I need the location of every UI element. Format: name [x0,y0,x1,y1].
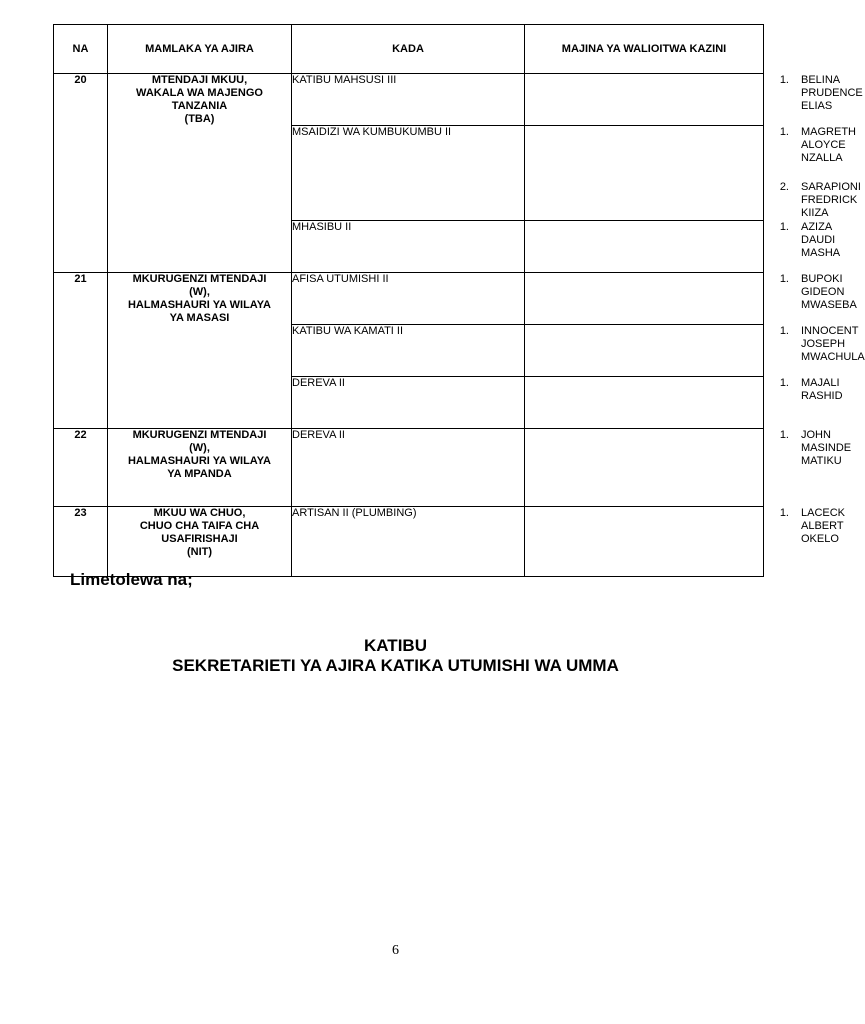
list-number: 2. [779,181,789,193]
issued-by-label: Limetolewa na; [70,570,193,589]
employer-line: HALMASHAURI YA WILAYA [127,455,272,467]
appointee-name: MAJALI RASHID [801,377,843,402]
appointee-name: AZIZA DAUDI MASHA [801,221,841,259]
signatory-block [0,636,791,676]
appointee-name: LACECK ALBERT OKELO [801,507,846,545]
appointee-name: SARAPIONI FREDRICK KIIZA [801,181,861,219]
cadre-cell: ARTISAN II (PLUMBING) [292,507,525,577]
employer-line: MKURUGENZI MTENDAJI [132,429,267,441]
table-row [54,273,764,325]
employer-line: YA MASASI [169,312,230,324]
header-kada: KADA [292,25,525,74]
signatory-office: SEKRETARIETI YA AJIRA KATIKA UTUMISHI WA UMMA [172,656,619,675]
names-cell [525,429,852,507]
employer-cell [108,507,292,577]
employer-cell [108,74,292,273]
table-row [54,74,764,126]
list-number: 1. [779,273,789,285]
header-na: NA [54,25,108,74]
table-body [54,74,865,577]
row-number: 22 [54,429,108,507]
appointee-name: MAGRETH ALOYCE NZALLA [801,126,856,164]
names-cell [525,507,846,577]
table-row [54,429,764,507]
employer-line: MKURUGENZI MTENDAJI [132,273,267,285]
row-number: 23 [54,507,108,577]
row-number: 20 [54,74,108,273]
header-mamlaka: MAMLAKA YA AJIRA [108,25,292,74]
list-number: 1. [779,126,789,138]
list-item [525,273,857,312]
header-majina: MAJINA YA WALIOITWA KAZINI [525,25,764,74]
employer-line: WAKALA WA MAJENGO [136,87,263,99]
employer-line: MTENDAJI MKUU, [151,74,248,86]
appointee-name: BUPOKI GIDEON MWASEBA [801,273,857,311]
appointee-name: BELINA PRUDENCE ELIAS [801,74,863,112]
employer-line: TANZANIA [171,100,228,112]
cadre-cell: AFISA UTUMISHI II [292,273,525,325]
list-item [525,325,865,364]
list-item [525,126,856,165]
list-number: 1. [779,74,789,86]
list-item [525,377,843,403]
list-item [525,181,861,220]
table-row [54,507,764,577]
cadre-cell: KATIBU MAHSUSI III [292,74,525,126]
employer-line: MKUU WA CHUO, [153,507,246,519]
employer-cell [108,273,292,429]
names-cell [525,377,843,429]
names-cell [525,74,863,126]
employer-line: (W), [189,286,210,298]
cadre-cell: DEREVA II [292,377,525,429]
employer-line: (NIT) [186,546,213,558]
employer-line: CHUO CHA TAIFA CHA [139,520,260,532]
list-item [525,507,846,546]
table-header-row [54,25,764,74]
employer-line: (W), [189,442,210,454]
list-item [525,74,863,113]
list-item [525,221,841,260]
employer-cell [108,429,292,507]
appointee-name: JOHN MASINDE MATIKU [801,429,852,467]
row-number: 21 [54,273,108,429]
list-number: 1. [779,429,789,441]
names-cell [525,325,865,377]
list-number: 1. [779,507,789,519]
list-number: 1. [779,377,789,389]
names-cell [525,221,841,273]
employer-line: USAFIRISHAJI [161,533,238,545]
cadre-cell: MHASIBU II [292,221,525,273]
appointee-name: INNOCENT JOSEPH MWACHULA [801,325,865,363]
employer-line: HALMASHAURI YA WILAYA [127,299,272,311]
cadre-cell: DEREVA II [292,429,525,507]
appointments-table [53,24,865,577]
page-number: 6 [392,943,399,958]
names-cell [525,273,857,325]
list-number: 1. [779,325,789,337]
employer-line: YA MPANDA [167,468,232,480]
list-item [525,429,852,468]
employer-line: (TBA) [184,113,215,125]
cadre-cell: KATIBU WA KAMATI II [292,325,525,377]
list-number: 1. [779,221,789,233]
signatory-title: KATIBU [364,636,427,655]
cadre-cell: MSAIDIZI WA KUMBUKUMBU II [292,126,525,221]
names-cell [525,126,861,221]
